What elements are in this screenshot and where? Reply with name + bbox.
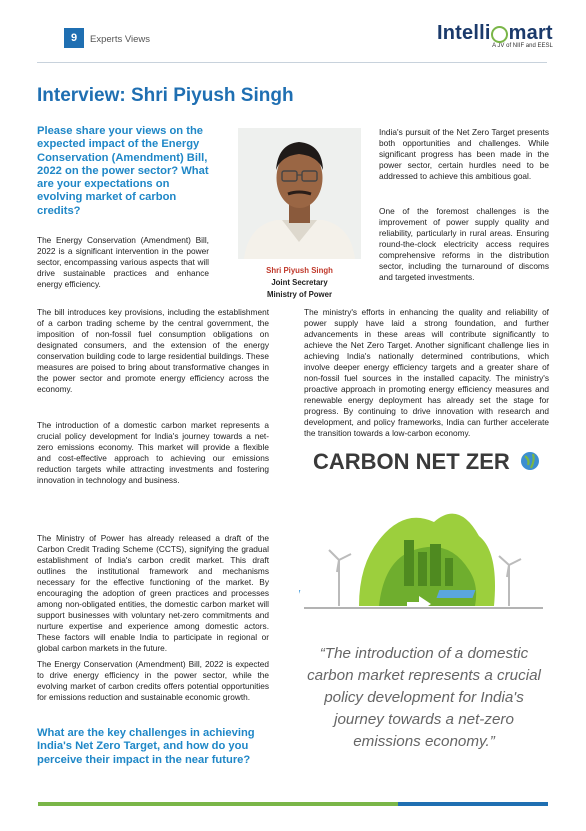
header-divider	[37, 62, 547, 63]
globe-icon	[521, 452, 539, 470]
answer-intro-paragraph: The Energy Conservation (Amendment) Bill, 2022 is a significant intervention in the power sector, encompassing various aspects that will drive sustainable practices and enhance energy efficiency.	[37, 235, 209, 289]
question-1: Please share your views on the expected impact of the Energy Conservation (Amendment) Bill, 2022 on the power sector? What are your expectations on evolving market of carbon credits?	[37, 125, 209, 217]
section-label: Experts Views	[90, 34, 151, 45]
illustration-title: CARBON NET ZER	[313, 449, 510, 474]
carbon-net-zero-illustration	[299, 440, 548, 617]
page-title: Interview: Shri Piyush Singh	[37, 85, 294, 106]
pull-quote: “The introduction of a domestic carbon market represents a crucial policy development for India's journey towards a net-zero emissions economy.”	[307, 645, 541, 750]
question-2: What are the key challenges in achieving India's Net Zero Target, and how do you perceive their impact in the near future?	[37, 727, 255, 766]
footer-bar-blue	[398, 802, 548, 806]
challenges-paragraph-1: India's pursuit of the Net Zero Target presents both opportunities and challenges. While significant progress has been made in the power sector, certain hurdles need to be addressed to achieve this ambitious goal.	[379, 127, 549, 181]
logo-globe-icon	[491, 26, 508, 43]
challenges-paragraph-3: The ministry's efforts in enhancing the quality and reliability of power supply have laid a strong foundation, and further advancements in these areas will contribute significantly to achieve the Net Zero Target. Another significant challenge lies in achieving India's nationally determined contributions, which involve deeper energy efficiency targets and a greater share of non-fossil fuel sources in the installed capacity. The ministry's proactive approach in promoting energy efficiency measures and renewable energy deployment has already set the stage for progress. By continuing to drive innovation with research and development, and policy frameworks, India can further accelerate the transition towards a low-carbon economy.	[304, 307, 549, 438]
intellismart-logo	[437, 22, 553, 49]
photo-caption	[238, 265, 361, 301]
answer-paragraph-2: The bill introduces key provisions, including the establishment of a carbon trading scheme by the central government, the imposition of non-fossil fuel consumption obligations on designated consumers, and the extension of the energy conservation building code to large residential buildings. These measures are poised to bring about transformative changes in the power sector and promote energy efficiency across the economy.	[37, 307, 269, 394]
caption-organisation: Ministry of Power	[267, 290, 332, 299]
footer-bar-green	[38, 802, 398, 806]
caption-role: Joint Secretary	[271, 278, 328, 287]
challenges-paragraph-2: One of the foremost challenges is the improvement of power supply quality and reliability, particularly in rural areas. Ensuring round-the-clock electricity access requires comprehensive reforms in the distribution sector, including the turnaround of discoms and targeted investments.	[379, 206, 549, 282]
caption-name: Shri Piyush Singh	[266, 266, 333, 275]
answer-paragraph-3: The introduction of a domestic carbon market represents a crucial policy development for India's journey towards a net-zero emissions economy. This market will provide a flexible and cost-effective approach to achieving our emissions reduction targets while attracting investments and fostering innovation in technology and business.	[37, 420, 269, 485]
portrait-photo	[238, 128, 361, 259]
logo-tagline: A JV of NIIF and EESL	[492, 43, 553, 49]
page-number: 9	[64, 28, 84, 48]
logo-text-1: Intelli	[437, 22, 491, 44]
answer-paragraph-4: The Ministry of Power has already released a draft of the Carbon Credit Trading Scheme (CCTS), signifying the gradual establishment of India's carbon credit market. This draft outlines the institutional framework and mechanisms necessary for the effective functioning of the market. By encouraging the adoption of green practices and processes among non-obligated entities, the domestic carbon market will support businesses with voluntary net-zero commitments and nurture expertise and experience among domestic actors. These factors will enable India to participate in regional or global carbon markets in the future.	[37, 533, 269, 653]
answer-paragraph-5: The Energy Conservation (Amendment) Bill, 2022 is expected to drive energy efficiency in the power sector, while the evolving market of carbon credits offers potential opportunities for emissions reduction and sustainable economic growth.	[37, 659, 269, 702]
logo-text-2: mart	[508, 22, 553, 44]
